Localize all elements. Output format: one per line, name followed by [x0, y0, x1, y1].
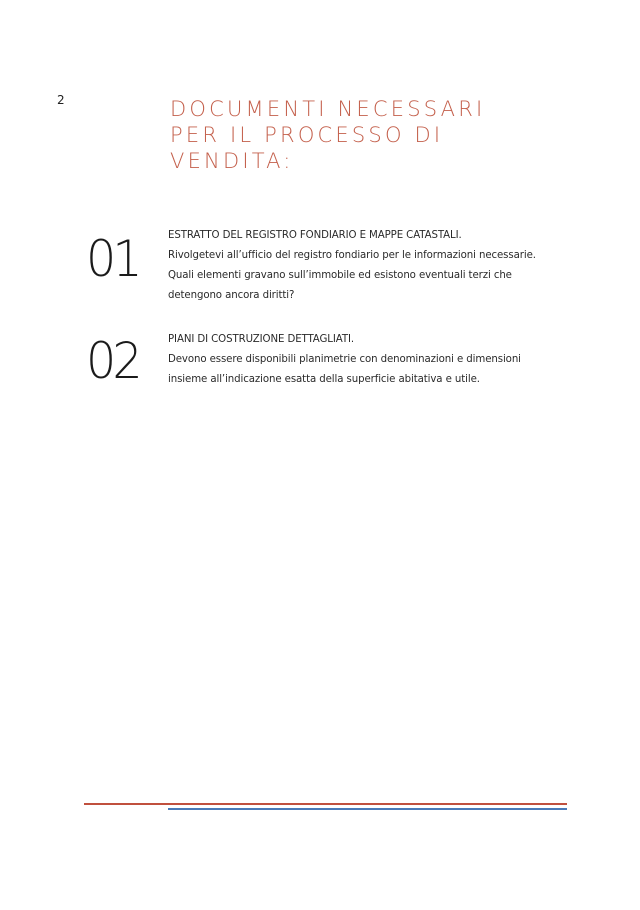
item-line: Rivolgetevi all’ufficio del registro fondiario per le informazioni necessarie. — [168, 250, 536, 261]
footer-red-divider — [84, 803, 567, 805]
item-heading: ESTRATTO DEL REGISTRO FONDIARIO E MAPPE CATASTALI. — [168, 230, 462, 241]
page-number: 2 — [57, 93, 65, 107]
title-line-3: VENDITA: — [170, 149, 294, 173]
item-number: 01 — [86, 230, 139, 288]
item-line: insieme all’indicazione esatta della superficie abitativa e utile. — [168, 374, 480, 385]
item-line: Devono essere disponibili planimetrie con denominazioni e dimensioni — [168, 354, 521, 365]
item-number: 02 — [86, 332, 139, 390]
title-line-1: DOCUMENTI NECESSARI — [170, 97, 486, 121]
item-heading: PIANI DI COSTRUZIONE DETTAGLIATI. — [168, 334, 355, 345]
title-line-2: PER IL PROCESSO DI — [170, 123, 444, 147]
item-line: Quali elementi gravano sull’immobile ed esistono eventuali terzi che — [168, 270, 512, 281]
item-text — [168, 226, 568, 306]
item-line: detengono ancora diritti? — [168, 290, 295, 301]
item-text — [168, 330, 568, 390]
footer-blue-divider — [168, 808, 567, 810]
page-title — [170, 96, 530, 174]
